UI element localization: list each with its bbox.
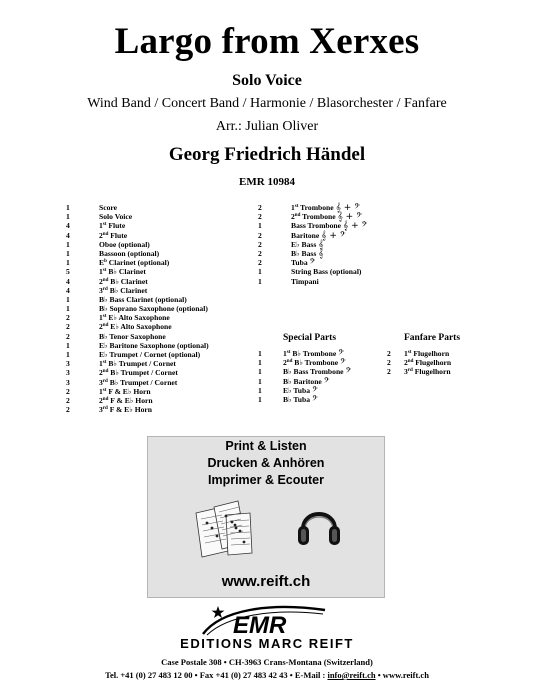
part-quantity: 1 [258,221,262,231]
part-name [404,358,451,367]
part-name-rest: Trombone [298,203,334,212]
contact-phone-fax: Tel. +41 (0) 27 483 12 00 • Fax +41 (0) 27 483 42 43 • E-Mail : [105,670,328,680]
part-name-text: 2 [99,368,103,378]
ordinal-suffix: st [102,222,107,228]
part-row [387,358,451,367]
part-quantity: 3 [66,377,70,387]
part-quantity: 1 [66,340,70,350]
headphones-icon [296,499,342,549]
clef-icon: 𝄞 + 𝄢 [321,230,346,241]
ordinal-suffix: rd [102,286,108,292]
part-row [66,359,209,368]
part-name-text: Solo Voice [99,212,133,222]
publisher-contact [0,670,534,680]
part-name-text: 2 [283,358,287,368]
part-row [66,221,209,230]
part-quantity: 1 [66,350,70,359]
part-name-rest: Flute [108,230,128,240]
emr-logo-text: EMR [233,612,287,636]
fanfare-parts-list [387,349,451,377]
part-name [291,203,360,212]
ensemble-list: Wind Band / Concert Band / Harmonie / Blasorchester / Fanfare [87,96,447,111]
part-name-rest: E♭ Alto Saxophone [108,322,172,332]
part-name [99,359,176,368]
part-name-rest: B♭ Clarinet [108,276,148,286]
emr-logo [197,604,337,636]
part-row [66,286,209,295]
part-name-rest: Trombone [300,212,336,222]
part-name [99,387,151,396]
part-quantity: 4 [66,221,70,231]
part-name [291,277,319,286]
part-name [99,286,147,295]
part-name [99,249,159,258]
part-name-rest: B♭ Trumpet / Cornet [108,368,178,378]
part-row [66,212,209,221]
part-quantity: 4 [66,276,70,286]
part-name-text: 2 [99,322,103,332]
part-quantity: 1 [66,212,70,222]
ordinal-suffix: b [104,259,107,265]
part-quantity: 1 [66,304,70,314]
part-quantity: 2 [258,212,262,222]
part-name-text: Score [99,203,117,212]
part-name-text: 1 [99,221,103,231]
part-row [258,240,367,249]
part-name-text: 2 [99,276,103,286]
part-row [66,378,209,387]
part-row [66,295,209,304]
part-name [283,386,318,395]
part-name [99,368,178,377]
part-name [99,313,170,322]
print-listen-de: Drucken & Anhören [207,456,325,470]
part-row [258,249,367,258]
part-row [66,332,209,341]
part-quantity: 2 [387,349,391,358]
print-listen-fr: Imprimer & Ecouter [207,473,324,487]
part-row [258,367,351,376]
part-name-text: 2 [99,395,103,405]
clef-icon: 𝄞 [318,239,324,250]
part-name-text: B♭ Soprano Saxophone (optional) [99,304,208,314]
part-row [66,350,209,359]
part-name-text: B♭ Bass Trombone [283,367,344,377]
part-name [99,240,150,249]
part-name [283,358,346,367]
score-title: Largo from Xerxes [114,21,420,62]
part-name [99,405,152,414]
part-name-rest: F & E♭ Horn [106,386,151,396]
clef-icon: 𝄞 + 𝄢 [342,221,368,232]
part-name [283,395,318,404]
part-name [99,332,166,341]
part-row [258,358,351,367]
part-quantity: 1 [66,239,70,249]
part-name [99,277,148,286]
part-row [66,203,209,212]
part-name-rest: F & E♭ Horn [107,405,153,415]
special-parts-heading: Special Parts [283,333,337,343]
part-quantity: 2 [258,248,262,258]
part-row [66,258,209,267]
part-name-text: 2 [291,212,295,222]
part-name [291,249,324,258]
part-quantity: 1 [258,267,262,277]
part-row [258,277,367,286]
part-name [291,231,346,240]
part-name-text: 3 [99,377,103,387]
part-quantity: 2 [66,405,70,415]
part-name-text: 3 [404,367,408,377]
part-name [99,267,146,276]
clef-icon: 𝄢 [309,258,316,269]
part-name-rest: B♭ Trombone [292,358,339,368]
part-name-rest: F & E♭ Horn [108,395,153,405]
part-row [66,368,209,377]
clef-icon: 𝄢 [340,358,346,369]
part-name [291,267,361,276]
part-name [99,350,200,359]
part-name [283,349,344,358]
ordinal-suffix: nd [102,323,109,329]
part-name [291,212,362,221]
email-link[interactable]: info@reift.ch [327,670,376,680]
part-name [99,221,125,230]
part-name-text: 1 [291,203,295,212]
part-name-text: 3 [99,405,103,415]
part-name-text: 1 [99,313,103,323]
part-row [66,267,209,276]
ordinal-suffix: rd [102,406,108,412]
part-name-rest: B♭ Clarinet [107,285,148,295]
part-name [404,367,451,376]
ordinal-suffix: nd [102,369,109,375]
website-link[interactable]: www.reift.ch [221,573,311,590]
part-quantity: 4 [66,285,70,295]
ordinal-suffix: rd [407,368,413,374]
part-name [99,304,208,313]
part-name-rest: Clarinet (optional) [106,258,170,268]
part-row [66,341,209,350]
part-quantity: 2 [258,230,262,240]
contact-website: • www.reift.ch [375,670,429,680]
part-name [99,341,209,350]
part-name-text: String Bass (optional) [291,267,362,277]
part-quantity: 3 [66,368,70,378]
part-quantity: 1 [66,203,70,212]
part-name [99,396,153,405]
part-row [387,367,451,376]
special-parts-list [258,349,351,404]
part-row [258,203,367,212]
part-quantity: 2 [258,258,262,268]
sheet-music-icon [192,499,254,559]
part-row [258,212,367,221]
ordinal-suffix: nd [294,213,301,219]
part-name-text: B♭ Tuba [283,394,311,404]
part-name-text: Baritone [291,230,320,240]
ordinal-suffix: nd [102,396,109,402]
part-name-text: Oboe (optional) [99,239,150,249]
part-quantity: 4 [66,230,70,240]
composer: Georg Friedrich Händel [168,144,366,165]
part-name-rest: Flugelhorn [413,358,452,368]
part-name-rest: E♭ Alto Saxophone [106,313,170,323]
part-name-text: Timpani [291,276,319,286]
part-row [66,249,209,258]
part-name-text: 2 [404,358,408,368]
part-name [99,378,177,387]
part-name [99,203,117,212]
part-quantity: 1 [258,376,262,386]
ordinal-suffix: st [286,350,291,355]
part-row [258,267,367,276]
clef-icon: 𝄞 [318,248,324,259]
clef-icon: 𝄢 [311,385,318,396]
part-name-text: E♭ Bass [291,239,317,249]
parts-list-left [66,203,209,414]
clef-icon: 𝄞 + 𝄢 [335,203,360,213]
ordinal-suffix: nd [102,277,109,283]
ordinal-suffix: nd [407,359,414,365]
part-quantity: 3 [66,359,70,369]
part-name [99,322,172,331]
part-name-text: 1 [99,267,103,277]
part-name-rest: B♭ Trumpet / Cornet [107,377,178,387]
arranger: Arr.: Julian Oliver [215,119,319,134]
part-quantity: 1 [66,258,70,268]
ordinal-suffix: st [102,314,107,320]
part-name-text: E [99,258,105,268]
star-icon [212,606,225,618]
part-quantity: 2 [258,239,262,249]
part-quantity: 1 [258,358,262,368]
part-name-text: B♭ Bass Clarinet (optional) [99,294,187,304]
part-row [387,349,451,358]
part-name [99,231,127,240]
ordinal-suffix: st [294,204,299,209]
part-row [258,349,351,358]
parts-list-right [258,203,367,286]
part-row [66,304,209,313]
ordinal-suffix: st [102,360,107,366]
part-quantity: 1 [258,276,262,286]
ordinal-suffix: nd [286,359,293,365]
part-quantity: 1 [258,367,262,377]
part-row [258,221,367,230]
part-name-text: 1 [404,349,408,358]
part-name-text: E♭ Tuba [283,385,311,395]
part-quantity: 2 [66,322,70,332]
part-name [283,367,351,376]
part-quantity: 2 [258,203,262,212]
part-name [99,295,187,304]
part-quantity: 2 [66,395,70,405]
part-quantity: 1 [258,349,262,358]
part-quantity: 2 [66,386,70,396]
part-name-rest: B♭ Clarinet [106,267,146,277]
publisher-name: EDITIONS MARC REIFT [180,636,354,651]
publisher-address: Case Postale 308 • CH-3963 Crans-Montana (Switzerland) [161,657,373,667]
part-name [404,349,449,358]
part-quantity: 2 [387,358,391,368]
part-quantity: 2 [66,313,70,323]
part-quantity: 1 [258,394,262,404]
part-name [283,377,330,386]
part-quantity: 5 [66,267,70,277]
part-row [66,396,209,405]
part-row [66,277,209,286]
part-name-text: 1 [283,349,287,358]
ordinal-suffix: st [102,268,107,274]
part-name-text: B♭ Baritone [283,376,322,386]
part-row [258,258,367,267]
part-name-text: B♭ Tenor Saxophone [99,331,166,341]
clef-icon: 𝄢 [323,376,330,387]
part-name-rest: B♭ Trumpet / Cornet [106,359,176,369]
ordinal-suffix: st [407,350,412,355]
part-row [258,231,367,240]
part-name [291,258,315,267]
part-name-text: 3 [99,285,103,295]
part-name-rest: Flute [106,221,126,231]
part-name-text: Bass Trombone [291,221,342,231]
part-row [258,386,351,395]
part-name-text: E♭ Trumpet / Cornet (optional) [99,350,201,359]
subtitle: Solo Voice [232,72,302,89]
part-row [258,395,351,404]
clef-icon: 𝄞 + 𝄢 [337,212,362,223]
part-name-text: 2 [99,230,103,240]
part-name-rest: Flugelhorn [412,367,451,377]
part-quantity: 1 [258,385,262,395]
part-name-rest: B♭ Trombone [290,349,337,358]
part-row [66,231,209,240]
part-name [99,212,132,221]
ordinal-suffix: rd [102,378,108,384]
part-name-text: Bassoon (optional) [99,248,160,258]
part-quantity: 1 [66,248,70,258]
part-name-rest: Flugelhorn [411,349,450,358]
part-name [291,240,324,249]
part-name-text: B♭ Bass [291,248,317,258]
print-listen-en: Print & Listen [225,439,307,453]
clef-icon: 𝄢 [345,367,352,378]
part-quantity: 1 [66,294,70,304]
part-row [258,377,351,386]
fanfare-parts-heading: Fanfare Parts [404,333,461,343]
part-row [66,405,209,414]
part-quantity: 2 [387,367,391,377]
part-name-text: E♭ Baritone Saxophone (optional) [99,340,209,350]
part-quantity: 2 [66,331,70,341]
part-row [66,322,209,331]
ordinal-suffix: st [102,387,107,393]
ordinal-suffix: nd [102,231,109,237]
part-row [66,387,209,396]
part-name-text: 1 [99,359,103,369]
catalog-number: EMR 10984 [239,176,295,188]
clef-icon: 𝄢 [338,349,344,359]
part-name [291,221,367,230]
print-listen-box[interactable] [147,436,385,598]
part-name-text: 1 [99,386,103,396]
part-name [99,258,169,267]
clef-icon: 𝄢 [311,394,318,405]
part-row [66,313,209,322]
part-name-text: Tuba [291,258,308,268]
part-row [66,240,209,249]
